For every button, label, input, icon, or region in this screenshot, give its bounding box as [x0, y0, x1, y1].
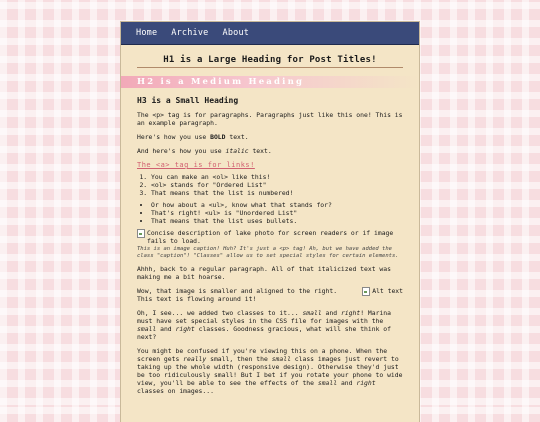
ordered-list-item: 3. That means that the list is numbered!: [151, 189, 403, 197]
classes-text-e: classes. Goodness gracious, what will she think of next?: [137, 325, 391, 341]
classes-paragraph: [137, 309, 403, 341]
italic-paragraph: [137, 147, 403, 155]
classes-text-c: ! Marina must have set special styles in the CSS file for images with the: [137, 309, 391, 325]
phone-really-word: really: [183, 355, 207, 363]
classes-small-word-2: small: [137, 325, 157, 333]
lake-photo-broken-image: [137, 229, 403, 245]
regular-paragraph: Ahhh, back to a regular paragraph. All of that italicized text was making me a bit hoarse.: [137, 265, 391, 281]
post-title: H1 is a Large Heading for Post Titles!: [137, 56, 403, 68]
nav-home-link[interactable]: Home: [136, 28, 158, 38]
unordered-list-item: • That's right! <ul> is "Unordered List": [151, 209, 403, 217]
small-image-alt-text: Alt text: [372, 287, 403, 295]
italic-pre-text: And here's how you use: [137, 147, 226, 155]
small-image-paragraph: Wow, that image is smaller and aligned to the right. This text is flowing around it!: [137, 287, 338, 303]
medium-heading: H2 is a Medium Heading: [121, 76, 419, 88]
bold-pre-text: Here's how you use: [137, 133, 211, 141]
lake-photo-alt-text: Concise description of lake photo for screen readers or if image fails to load.: [147, 229, 394, 245]
classes-text-d: and: [156, 325, 176, 333]
phone-text-b: small, then the: [206, 355, 272, 363]
phone-text-e: classes on images...: [137, 387, 214, 395]
intro-paragraph: The <p> tag is for paragraphs. Paragraphs just like this one! This is an example paragraph.: [137, 111, 403, 127]
phone-text-a: You might be confused if you're viewing this on a phone. When the screen gets: [137, 347, 388, 363]
phone-text-c: class images just revert to taking up the whole width (responsive design). Otherwise they'd just be too ridiculously small! But I bet if you rotate your phone to wide view, you'll be able to see the effects of the: [137, 355, 403, 387]
nav-about-link[interactable]: About: [222, 28, 250, 38]
unordered-list: [137, 201, 403, 225]
bold-paragraph: [137, 133, 403, 141]
page-container: [121, 22, 419, 422]
broken-image-icon: [362, 287, 370, 296]
unordered-list-item: • Or how about a <ul>, know what that stands for?: [151, 201, 403, 209]
phone-text-d: and: [337, 379, 357, 387]
small-right-image: [362, 287, 403, 296]
bold-post-text: text.: [225, 133, 249, 141]
small-heading: H3 is a Small Heading: [137, 96, 239, 105]
italic-word: italic: [225, 147, 249, 155]
broken-image-icon: [137, 229, 145, 238]
bold-word: BOLD: [210, 133, 226, 141]
ordered-list: [137, 173, 403, 197]
example-link[interactable]: The <a> tag is for links!: [137, 161, 255, 169]
ordered-list-item: 1. You can make an <ol> like this!: [151, 173, 403, 181]
phone-paragraph: [137, 347, 403, 395]
phone-right-word: right: [356, 379, 376, 387]
classes-text-a: Oh, I see... we added two classes to it...: [137, 309, 303, 317]
classes-right-word: right: [340, 309, 361, 317]
top-nav: [121, 22, 419, 45]
italic-post-text: text.: [248, 147, 272, 155]
classes-small-word: small: [302, 309, 322, 317]
classes-right-word-2: right: [175, 325, 195, 333]
unordered-list-item: • That means that the list uses bullets.: [151, 217, 403, 225]
post-content: [121, 56, 419, 395]
ordered-list-item: 2. <ol> stands for "Ordered List": [151, 181, 403, 189]
phone-small-word: small: [271, 355, 291, 363]
phone-small-word-2: small: [317, 379, 338, 387]
classes-text-b: and: [321, 309, 341, 317]
nav-archive-link[interactable]: Archive: [171, 28, 209, 38]
image-caption: This is an image caption! Huh? It's just a <p> tag! Ah, but we have added the class "caption"! "Classes" allow us to set special styles for certain elements.: [137, 246, 399, 259]
